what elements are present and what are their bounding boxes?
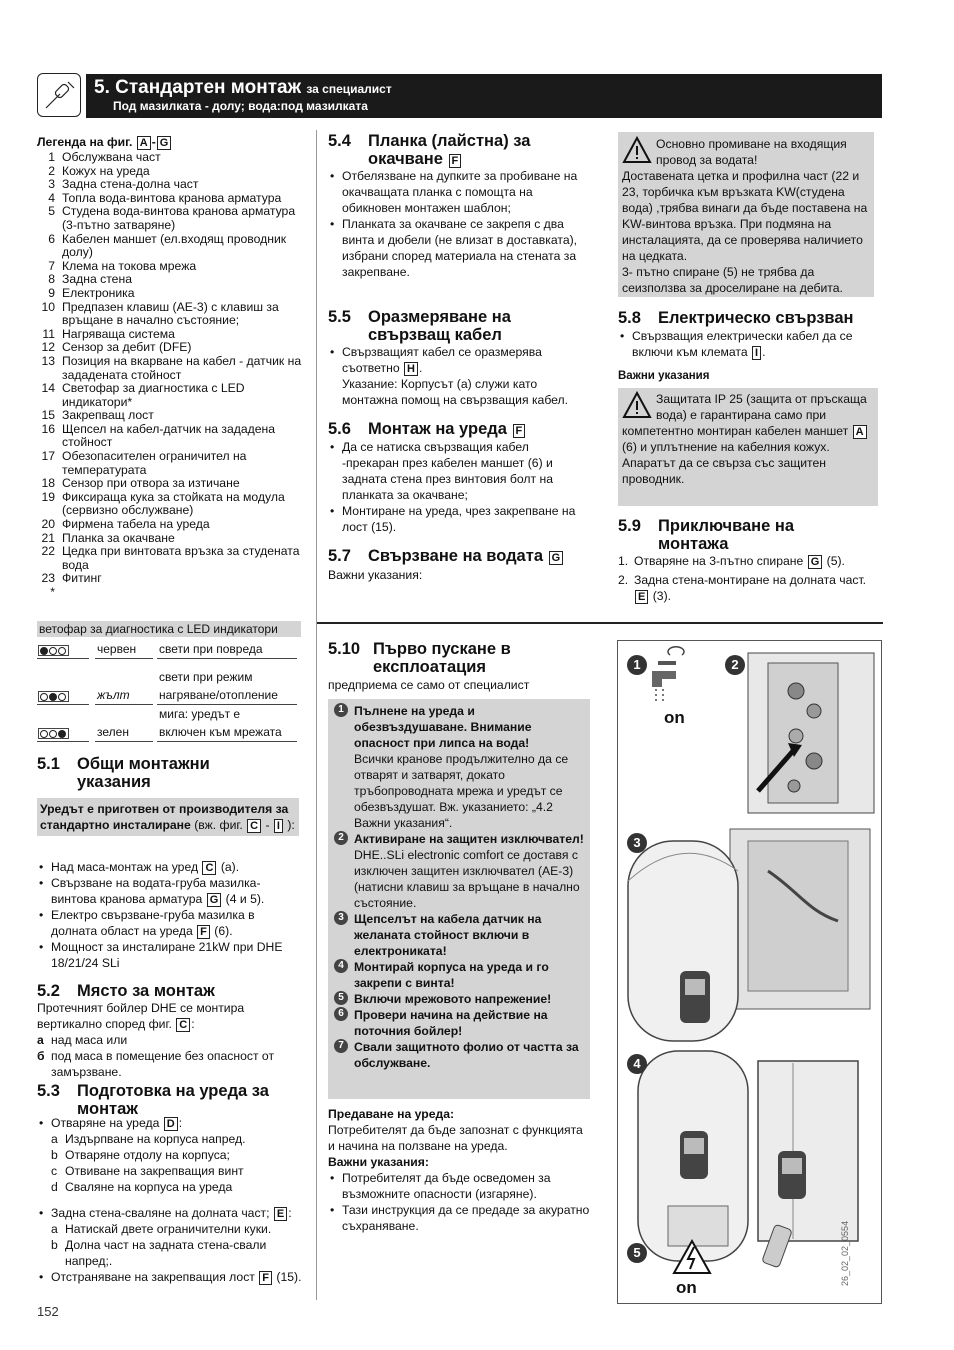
step-text: DHE..SLi electronic comfort се доставя с изключен защитен изключвател (AE-3) (натисни клавиш за връщане в начално състояние.	[354, 848, 580, 910]
legend-title-row	[37, 136, 302, 150]
fig-ref-a: A	[853, 425, 867, 439]
legend-text: Щепсел на кабел-датчик на зададена стойност	[62, 421, 276, 450]
legend-number: 17	[41, 449, 55, 464]
handover	[328, 1106, 590, 1234]
list-item	[37, 907, 302, 939]
warning-text: Защитата IP 25 (защита от пръскаща вода) е гарантирана само при компетентно монтиран кабелен маншет	[622, 392, 867, 438]
item-text: Свързващия електрически кабел да се включи към клемата	[632, 329, 853, 359]
item-text: Свързване на водата-груба мазилка-винтова кранова арматура	[51, 876, 261, 906]
list-item: • Отваряне на уреда D : a Издърпване на корпуса напред. b Отваряне отдолу на корпуса; c Отвиване на закрепващия винт d Сваляне на корпуса на уреда	[37, 1115, 302, 1195]
step-number-icon: 3	[334, 911, 348, 925]
legend-item	[37, 178, 302, 192]
legend-text: Клема на токова мрежа	[62, 258, 197, 273]
item-text: под маса в помещение без опасност от замързване.	[51, 1049, 275, 1079]
text-5-2	[37, 1000, 302, 1080]
step-number-icon: 2	[334, 831, 348, 845]
warning-text-2: Апаратът да се свърза със защитен проводник.	[622, 456, 827, 486]
list-item	[37, 859, 302, 875]
item-post: (5).	[826, 554, 845, 568]
warning-box-water	[618, 132, 874, 297]
legend-text: Кожух на уреда	[62, 163, 150, 178]
heading-number: 5.4	[328, 132, 351, 150]
led-row-red	[37, 640, 299, 658]
text-end: :	[191, 1017, 195, 1031]
legend-item	[37, 273, 302, 287]
fig-ref-i: I	[752, 346, 761, 360]
note-tail: (вж. фиг.	[194, 818, 243, 832]
heading-number: 5.1	[37, 755, 60, 773]
step-number-icon: 6	[334, 1007, 348, 1021]
step-item	[334, 991, 585, 1007]
list-item	[37, 939, 302, 971]
led-desc-green-1: мига: уредът е	[159, 707, 241, 721]
legend-item	[37, 450, 302, 477]
list-5-4	[328, 168, 586, 280]
led-color-red: червен	[97, 642, 137, 656]
heading-5-9	[618, 517, 880, 553]
fig-ref: G	[207, 893, 222, 907]
heading-number: 5.10	[328, 640, 361, 658]
fig-ref-c: C	[247, 819, 261, 833]
warning-icon	[622, 391, 652, 419]
step-bold: Монтирай корпуса на уреда и го закрепи с винта!	[354, 960, 549, 990]
note-end: ):	[287, 818, 295, 832]
legend-item	[37, 287, 302, 301]
item-text: Задна стена-сваляне на долната част;	[51, 1206, 270, 1220]
legend-text: Предпазен клавиш (AE-3) с клавиш за връщане в начално състояние;	[62, 299, 279, 328]
heading-number: 5.2	[37, 982, 60, 1000]
figure-marker-4: 4	[627, 1054, 647, 1074]
step-item	[334, 1007, 585, 1039]
legend-text: Задна стена	[62, 272, 132, 287]
heading-number: 5.5	[328, 308, 351, 326]
led-row-yellow	[37, 686, 299, 704]
legend-item	[37, 355, 302, 382]
sublist	[51, 1131, 302, 1195]
led-red-icon	[38, 645, 69, 656]
item-text: Издърпване на корпуса напред.	[65, 1132, 246, 1146]
heading-5-7	[328, 547, 590, 565]
list-5-8	[618, 328, 880, 360]
item-text: Отваряне отдолу на корпуса;	[65, 1148, 230, 1162]
figure-marker-2: 2	[725, 655, 745, 675]
item-text: Отстраняване на закрепващия лост	[51, 1270, 255, 1284]
step-text: Всички кранове продължително да се отварят и затварят, докато тръбопроводната мрежа и уредът се обезвъздушат. Вж. указанието: „4.2 Важни указания“.	[354, 752, 569, 830]
list-item	[618, 572, 880, 604]
item-post: (15).	[276, 1270, 302, 1284]
legend-text: Позиция на вкарване на кабел - датчик на зададената стойност	[62, 353, 302, 382]
text-5-2-main: Протечният бойлер DHE се монтира вертикално според фиг.	[37, 1001, 245, 1031]
list-5-9	[618, 553, 880, 607]
legend-item	[37, 382, 302, 409]
warning-icon	[622, 136, 652, 164]
note-text: Указание: Корпусът (а) служи като монтажна помощ на свързващия кабел.	[342, 377, 569, 407]
fig-ref: E	[635, 590, 648, 604]
item-key: а	[37, 1033, 44, 1047]
legend-text: Сензор при отвора за изтичане	[62, 476, 240, 491]
fig-ref-d: D	[164, 1117, 178, 1131]
legend-item	[37, 260, 302, 274]
note-bold: Уредът е приготвен от производителя за стандартно инсталиране	[40, 802, 289, 832]
section-subtitle: Под мазилката - долу; вода:под мазилката	[113, 99, 368, 113]
item-post: (6).	[214, 924, 233, 938]
fig-ref-f: F	[449, 154, 462, 168]
led-color-yellow: жълт	[97, 688, 130, 702]
step-item	[334, 831, 585, 911]
important-notes-label: Важни указания	[618, 370, 710, 382]
figure-marker-5: 5	[627, 1243, 647, 1263]
fig-ref: F	[197, 925, 210, 939]
heading-5-1	[37, 755, 299, 791]
water-heaters-closed	[638, 1051, 858, 1268]
heading-title: Приключване на монтажа	[658, 517, 795, 553]
heading-title: Свързване на водата	[368, 547, 543, 565]
item-text: Сваляне на корпуса на уреда	[65, 1180, 233, 1194]
led-yellow-icon	[38, 691, 69, 702]
step-bold: Щепселът на кабела датчик на желаната стойност включи в електрониката!	[354, 912, 542, 958]
sublist-item	[51, 1163, 302, 1179]
heading-5-4	[328, 132, 590, 168]
installation-figure	[617, 640, 882, 1304]
item-body	[634, 572, 880, 604]
legend-text: Цедка при винтовата връзка за студената вода	[62, 544, 300, 572]
legend-text: Фитинг	[62, 571, 102, 586]
led-green-icon	[38, 728, 69, 739]
subtitle-5-10: предприема се само от специалист	[328, 678, 530, 692]
list-item: • Свързващия електрически кабел да се включи към клемата I .	[618, 328, 880, 360]
list-item	[37, 1269, 302, 1285]
legend-text: Електроника	[62, 285, 135, 300]
fig-ref-e: E	[274, 1207, 287, 1221]
heading-number: 5.7	[328, 547, 351, 565]
step-body	[354, 911, 585, 959]
step-number-icon: 4	[334, 959, 348, 973]
important-notes-label: Важни указания:	[328, 1155, 429, 1169]
legend-text: Обезопасителен ограничител на температурата	[62, 449, 247, 477]
led-desc-red: свети при повреда	[159, 642, 263, 656]
warning-text: Доставената цетка и профилна част (22 и 23, торбичка към връзката KW(студена вода) ,трябва винаги да бъде поставена на KW-винтова връзка. При подмяна на инсталацията, да се проверява наличието на цедката.	[622, 169, 868, 263]
handover-text: Потребителят да бъде запознат с функцията и начина на ползване на уреда.	[328, 1123, 583, 1153]
item-key: a	[51, 1222, 58, 1236]
fig-ref: C	[202, 861, 216, 875]
item-key: a	[51, 1132, 58, 1146]
list-item: • Тази инструкция да се предаде за акуратно съхраняване.	[328, 1202, 590, 1234]
water-heater-open	[628, 829, 870, 1041]
legend-number: 2	[48, 163, 55, 178]
item-body	[634, 553, 845, 569]
legend-text: Закрепващ лост	[62, 408, 154, 423]
step-item	[334, 1039, 585, 1071]
legend-text: Студена вода-винтова кранова арматура (3-пътно затваряне)	[62, 204, 296, 232]
legend-text: Обслужвана част	[62, 150, 161, 164]
step-body	[354, 959, 585, 991]
legend-item	[37, 328, 302, 342]
fig-ref-a: A	[137, 136, 151, 150]
heading-5-2	[37, 982, 299, 1000]
item-text: Отваряне на уреда	[51, 1116, 160, 1130]
list-5-1	[37, 859, 302, 971]
step-body	[354, 991, 551, 1007]
legend-item	[37, 572, 302, 586]
warning-text-2: 3- пътно спиране (5) не трябва да сеизползва за дроселиране на дебита.	[622, 265, 843, 295]
legend-item	[37, 423, 302, 450]
legend-item	[37, 205, 302, 232]
item-text: Натискай двете ограничителни куки.	[65, 1222, 272, 1236]
list-item: • Свързващият кабел се оразмерява съответно H . Указание: Корпусът (а) служи като монтажна помощ на свързващия кабел.	[328, 344, 586, 408]
page-number: 152	[37, 1304, 59, 1319]
heading-title: Планка (лайстна) за окачване	[368, 132, 531, 168]
list-item	[37, 1048, 302, 1080]
item-post: (4 и 5).	[225, 892, 265, 906]
legend-number: 10	[41, 299, 55, 314]
heading-title: Оразмеряване на свързващ кабел	[368, 308, 511, 344]
list-item	[37, 1032, 302, 1048]
legend-item	[37, 518, 302, 532]
heading-number: 5.6	[328, 420, 351, 438]
item-text: Електро свързване-груба мазилка в долната област на уреда	[51, 908, 255, 938]
legend-item	[37, 165, 302, 179]
item-text: Над маса-монтаж на уред	[51, 860, 199, 874]
figure-illustration	[618, 641, 881, 1303]
legend-number: 15	[41, 408, 55, 423]
legend-item	[37, 233, 302, 260]
led-table-title: ветофар за диагностика с LED индикатори	[37, 621, 301, 637]
heading-number: 5.8	[618, 309, 641, 327]
on-label-1: on	[664, 708, 685, 727]
step-number-icon: 5	[334, 991, 348, 1005]
heading-5-5	[328, 308, 590, 344]
legend-number: *	[50, 585, 55, 599]
step-body	[354, 703, 585, 831]
item-text: Мощност за инсталиране 21kW при DHE 18/21/24 SLi	[51, 940, 283, 970]
text-5-7: Важни указания:	[328, 568, 423, 582]
legend-number: 11	[42, 326, 55, 341]
step-number-icon: 7	[334, 1039, 348, 1053]
legend-item	[37, 545, 302, 572]
heading-title: Монтаж на уреда	[368, 420, 507, 438]
list-item	[37, 875, 302, 907]
screwdriver-icon	[38, 74, 80, 116]
heading-title: Място за монтаж	[77, 982, 215, 1000]
heading-title: Първо пускане в експлоатация	[373, 640, 511, 676]
list-5-6	[328, 439, 586, 535]
item-key: 2.	[618, 573, 629, 587]
fig-ref-c: C	[176, 1018, 190, 1032]
legend-number: 18	[41, 476, 55, 491]
legend-item	[37, 192, 302, 206]
step-number-icon: 1	[334, 703, 348, 717]
fig-ref-g: G	[157, 136, 172, 150]
fig-ref-f: F	[259, 1271, 272, 1285]
heading-5-6	[328, 420, 590, 438]
legend-text: Сензор за дебит (DFE)	[62, 340, 192, 355]
section-header	[86, 74, 882, 118]
list-item: • Отбелязване на дупките за пробиване на окачващата планка с помощта на обикновен монтажен шаблон;	[328, 168, 586, 216]
item-key: b	[51, 1238, 58, 1252]
electronics-panel	[748, 653, 874, 813]
legend-text: Светофар за диагностика с LED индикатори*	[62, 381, 245, 409]
sublist-item	[51, 1237, 302, 1269]
legend-text: Фирмена табела на уреда	[62, 517, 210, 532]
legend-item	[37, 409, 302, 423]
legend-text: Топла вода-винтова кранова арматура	[62, 190, 282, 205]
heading-5-10	[328, 640, 590, 676]
list-item: • Потребителят да бъде осведомен за възможните опасности (изгаряне).	[328, 1170, 590, 1202]
step-bold: Активиране на защитен изключвател!	[354, 832, 584, 846]
legend-text: Кабелен маншет (ел.входящ проводник долу)	[62, 231, 287, 260]
list-item	[618, 553, 880, 569]
item-text: Задна стена-монтиране на долната част.	[634, 573, 867, 587]
item-text: Свързващият кабел се оразмерява съответно	[342, 345, 542, 375]
legend-number: 20	[41, 517, 55, 532]
item-text: над маса или	[51, 1033, 128, 1047]
legend-number: 1	[48, 150, 55, 164]
sublist-item	[51, 1131, 302, 1147]
step-bold: Пълнене на уреда и обезвъздушаване. Внимание опасност при липса на вода!	[354, 704, 532, 750]
step-item	[334, 703, 585, 831]
list-5-5	[328, 344, 586, 408]
heading-title: Подготовка на уреда за монтаж	[77, 1082, 269, 1118]
figure-marker-3: 3	[627, 833, 647, 853]
column-divider	[316, 130, 317, 1300]
on-label-2: on	[676, 1278, 697, 1297]
item-text: Отваряне на 3-пътно спиране	[634, 554, 804, 568]
legend-number: 4	[48, 190, 55, 205]
list-item: • Да се натиска свързващия кабел -прекаран през кабелен маншет (6) и задната стена през винтовия болт на планката за окачване;	[328, 439, 586, 503]
step-body	[354, 1039, 585, 1071]
item-key: c	[51, 1164, 58, 1178]
legend-number: 9	[48, 285, 55, 300]
legend-item	[37, 491, 302, 518]
legend-item	[37, 477, 302, 491]
section-title-suffix: за специалист	[306, 82, 392, 96]
step-body	[354, 831, 585, 911]
legend-number: 6	[48, 231, 55, 246]
fig-ref-i: I	[274, 819, 283, 833]
item-text: Отвиване на закрепващия винт	[65, 1164, 244, 1178]
content-5-3	[37, 1115, 302, 1285]
legend-number: 16	[41, 421, 55, 436]
figure-marker-1: 1	[627, 655, 647, 675]
step-bold: Включи мрежовото напрежение!	[354, 992, 552, 1006]
legend-number: 22	[41, 544, 55, 559]
legend-item	[37, 586, 302, 600]
item-key: d	[51, 1180, 58, 1194]
legend-item	[37, 301, 302, 328]
legend-number: 7	[48, 258, 55, 273]
fig-ref-h: H	[404, 362, 418, 376]
legend-number: 23	[41, 571, 55, 586]
sublist-item	[51, 1221, 302, 1237]
step-item	[334, 911, 585, 959]
item-post: (3).	[652, 589, 672, 603]
heading-title: Електрическо свързван	[658, 309, 854, 327]
legend-number: 14	[41, 381, 55, 396]
heading-5-3	[37, 1082, 299, 1118]
sublist	[51, 1221, 302, 1269]
legend-number: 8	[48, 272, 55, 287]
item-key: 1.	[618, 554, 629, 568]
legend-number: 21	[41, 530, 55, 545]
legend-dash: -	[151, 135, 156, 149]
item-text: Долна част на задната стена-свали напред;.	[65, 1238, 267, 1268]
section-icon	[37, 73, 81, 117]
legend-number: 12	[41, 340, 55, 355]
list-5-2	[37, 1032, 302, 1080]
heading-title: Общи монтажни указания	[77, 755, 210, 791]
list-5-10	[328, 1170, 590, 1234]
handover-title: Предаване на уреда:	[328, 1107, 455, 1121]
item-post: (а).	[220, 860, 240, 874]
warning-title: Основно промиване на входящия провод за водата!	[656, 137, 847, 167]
warning-text-b: (6) и уплътнение на кабелния кожух.	[622, 440, 830, 454]
legend-number: 3	[48, 177, 55, 192]
steps-box	[328, 699, 590, 1099]
step-body	[354, 1007, 585, 1039]
led-row-green	[37, 723, 299, 741]
section-title: 5. Стандартен монтаж	[94, 77, 302, 98]
legend-number: 5	[48, 204, 55, 219]
fig-ref-f: F	[513, 424, 526, 438]
step-item	[334, 959, 585, 991]
step-bold: Свали защитното фолио от частта за обслужване.	[354, 1040, 579, 1070]
item-key: b	[51, 1148, 58, 1162]
heading-5-8	[618, 309, 883, 327]
faucet-icon	[652, 647, 684, 703]
legend	[37, 136, 302, 600]
note-5-1: Уредът е приготвен от производителя за стандартно инсталиране (вж. фиг. C - I ):	[37, 798, 299, 836]
legend-text: Фиксираща кука за стойката на модула (сервизно обслужване)	[62, 489, 285, 518]
legend-item	[37, 341, 302, 355]
figure-code: 26_02_02_0554	[840, 1220, 850, 1286]
list-item: • Планката за окачване се закрепя с два винта и дюбели (не влизат в доставката), избрани според материала на стената за закрепване.	[328, 216, 586, 280]
item-key: б	[37, 1049, 45, 1063]
led-desc-yellow-2: нагряване/отопление	[159, 688, 278, 702]
led-color-green: зелен	[97, 725, 129, 739]
heading-number: 5.9	[618, 517, 641, 535]
sublist-item	[51, 1179, 302, 1195]
heading-number: 5.3	[37, 1082, 60, 1100]
fig-ref-g: G	[549, 551, 564, 565]
legend-number: 19	[41, 489, 55, 504]
led-desc-yellow-1: свети при режим	[159, 670, 253, 684]
legend-text: Нагряваща система	[62, 326, 175, 341]
legend-text: Задна стена-долна част	[62, 177, 199, 192]
legend-text: Планка за окачване	[62, 530, 175, 545]
section-divider	[317, 622, 883, 624]
legend-list	[37, 151, 302, 600]
led-desc-green-2: включен към мрежата	[159, 725, 282, 739]
legend-item	[37, 151, 302, 165]
list-item: • Задна стена-сваляне на долната част; E : a Натискай двете ограничителни куки. b Долна част на задната стена-свали напред;.	[37, 1205, 302, 1269]
fig-ref: G	[808, 555, 823, 569]
legend-title: Легенда на фиг.	[37, 135, 133, 149]
legend-number: 13	[41, 353, 55, 368]
list-item: • Монтиране на уреда, чрез закрепване на лост (15).	[328, 503, 586, 535]
legend-item	[37, 532, 302, 546]
sublist-item	[51, 1147, 302, 1163]
warning-box-ip25	[618, 388, 878, 506]
step-bold: Провери начина на действие на поточния бойлер!	[354, 1008, 548, 1038]
